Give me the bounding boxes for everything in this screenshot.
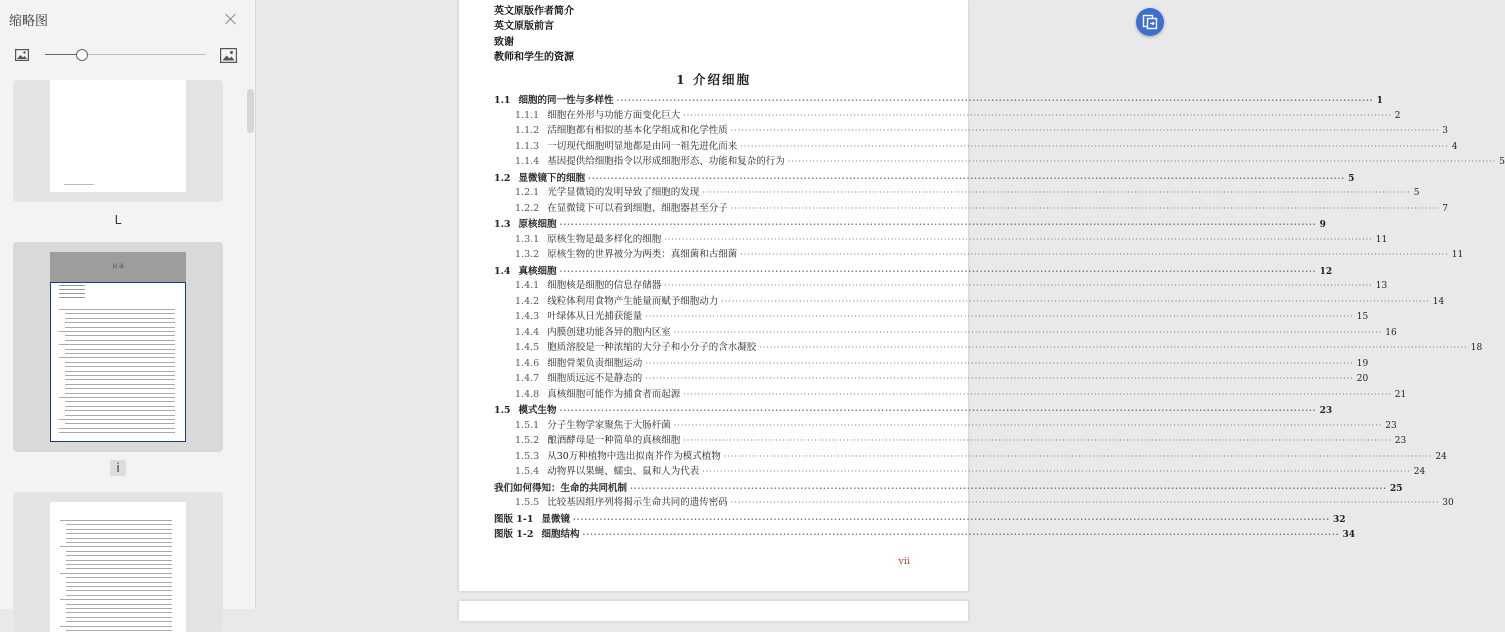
toc-page-number: 7 (1442, 203, 1449, 214)
toc-number: 1.5.1 (515, 419, 540, 431)
thumbnail-text-line (65, 401, 175, 402)
toc-leader-dots: ········································································································································································································ (559, 265, 1317, 276)
toc-page-number: 5 (1499, 157, 1505, 167)
thumbnail-label-2: i (13, 460, 223, 476)
thumbnail-text-line (65, 410, 175, 411)
thumbnail-text-line (59, 432, 175, 433)
toc-entry[interactable] (459, 326, 1397, 340)
toc-entry[interactable] (459, 202, 1449, 216)
thumbnail-sidebar (0, 0, 256, 609)
toc-leader-dots: ········································································································································································································ (559, 405, 1317, 415)
front-matter-item[interactable]: 英文原版作者简介 (494, 6, 574, 17)
thumbnail-text-line (65, 322, 175, 323)
toc-page-number: 12 (1319, 266, 1333, 277)
toc-entry[interactable] (459, 264, 1333, 278)
toc-number: 1.3.2 (515, 249, 540, 260)
thumbnail-card-3[interactable] (13, 492, 223, 632)
toc-entry[interactable] (459, 171, 1355, 185)
toc-number: 1.5.2 (515, 435, 540, 446)
toc-title: 细胞在外形与功能方面变化巨大 (547, 109, 681, 121)
toc-title: 原核生物的世界被分为两类：真细菌和古细菌 (547, 249, 738, 260)
thumbnail-text-line (65, 371, 175, 372)
toc-number: 1.2.2 (515, 202, 540, 214)
toc-leader-dots: ········································································································································································································ (559, 219, 1317, 229)
thumbnail-text-line (59, 357, 175, 358)
toc-number: 1.5.5 (515, 497, 540, 508)
toc-entry[interactable] (459, 403, 1333, 417)
thumbnail-text-line (66, 604, 172, 605)
thumbnail-text-line (59, 289, 85, 290)
thumbnail-page-2 (50, 282, 186, 442)
thumbnail-text-line (65, 353, 175, 354)
toc-number: 1.2 (494, 172, 511, 184)
toc-number: 1.3 (494, 219, 511, 230)
toc-title: 线粒体利用食物产生能量而赋予细胞动力 (547, 295, 719, 307)
toc-title: 模式生物 (518, 405, 557, 416)
toc-leader-dots: ········································································································································································································ (645, 374, 1354, 383)
thumbnail-page-header: 目 录 (50, 252, 186, 282)
toc-number: 图版 1-2 (494, 529, 534, 540)
toc-title: 比较基因组序列将揭示生命共同的遗传密码 (547, 497, 728, 508)
toc-leader-dots: ········································································································································································································ (730, 203, 1440, 213)
toc-title: 在显微镜下可以看到细胞、细胞器甚至分子 (547, 202, 728, 214)
toc-page-number: 30 (1442, 498, 1454, 508)
toc-number: 图版 1-1 (494, 513, 534, 525)
thumbnail-text-line (59, 344, 175, 345)
toc-title: 细胞的同一性与多样性 (518, 95, 614, 106)
toc-leader-dots: ········································································································································································································ (664, 281, 1373, 290)
toc-entry[interactable] (459, 465, 1426, 479)
toc-entry[interactable] (459, 124, 1449, 138)
toc-leader-dots: ········································································································································································································ (730, 126, 1440, 135)
thumbnail-text-line (66, 586, 172, 587)
toc-leader-dots: ········································································································································································································ (664, 234, 1373, 244)
toc-number: 1.3.1 (515, 233, 540, 245)
thumbnail-text-line (66, 551, 172, 552)
toc-title: 细胞核是细胞的信息存储器 (547, 280, 662, 291)
toc-title: 真核细胞 (518, 265, 557, 277)
toc-page-number: 3 (1442, 126, 1449, 136)
toc-title: 叶绿体从日光捕获能量 (547, 311, 643, 322)
sidebar-header (0, 0, 255, 38)
toc-entry[interactable] (459, 155, 1505, 169)
toc-entry[interactable] (459, 140, 1458, 154)
thumbnail-text-line (66, 577, 172, 578)
toc-number: 1.1.4 (515, 156, 540, 167)
toc-leader-dots: ········································································································································································································ (759, 343, 1468, 352)
toc-title: 显微镜下的细胞 (518, 172, 586, 184)
toc-leader-dots: ········································································································································································································ (740, 250, 1449, 259)
toc-page-number: 5 (1413, 188, 1420, 198)
thumbnail-text-line (66, 564, 172, 565)
thumbnail-text-line (59, 428, 175, 429)
toc-title: 从30万种植物中选出拟南芥作为模式植物 (547, 450, 721, 462)
thumbnail-text-line (66, 524, 172, 525)
toc-leader-dots: ········································································································································································································ (740, 141, 1449, 151)
toc-number: 1.1 (494, 95, 511, 106)
toc-leader-dots: ········································································································································································································ (673, 420, 1383, 430)
thumbnail-text-line (59, 293, 85, 294)
thumbnail-text-line (59, 397, 175, 398)
toc-title: 细胞结构 (541, 529, 580, 540)
toc-leader-dots: ········································································································································································································ (787, 157, 1497, 166)
toc-page-number: 19 (1356, 358, 1369, 369)
toc-number: 1.4.5 (515, 342, 540, 353)
thumbnail-text-line (66, 595, 172, 596)
toc-title: 光学显微镜的发明导致了细胞的发现 (547, 187, 700, 198)
image-large-icon[interactable] (220, 48, 237, 63)
toc-leader-dots: ········································································································································································································ (645, 312, 1354, 321)
toc-page-number: 9 (1319, 220, 1326, 230)
toc-leader-dots: ········································································································································································································ (588, 172, 1346, 183)
toc-entry[interactable] (459, 434, 1407, 448)
toc-entry[interactable] (459, 388, 1407, 402)
toc-number: 1.5.3 (515, 450, 540, 462)
toc-page-number: 24 (1435, 451, 1447, 462)
thumbnail-list (0, 80, 244, 609)
thumbnail-text-line (65, 318, 175, 319)
toc-entry[interactable] (459, 109, 1401, 123)
toc-leader-dots: ········································································································································································································ (673, 327, 1383, 337)
thumbnail-text-line (60, 546, 172, 547)
toc-leader-dots: ········································································································································································································ (582, 529, 1340, 539)
toc-title: 胞质溶胶是一种浓缩的大分子和小分子的含水凝胶 (547, 342, 757, 353)
convert-icon (1142, 14, 1158, 30)
toc-entry[interactable] (459, 372, 1369, 386)
toc-number: 1.1.2 (515, 125, 540, 136)
toc-page-number: 24 (1413, 467, 1426, 477)
page-number: vii (898, 556, 910, 567)
thumbnail-text-line (66, 582, 172, 583)
toc-title: 酿酒酵母是一种简单的真核细胞 (547, 435, 681, 446)
thumbnail-text-line (66, 590, 172, 591)
thumbnail-text-line (60, 573, 172, 574)
toc-page-number: 23 (1394, 436, 1407, 446)
thumbnail-text-line (65, 313, 175, 314)
toc-entry[interactable] (459, 217, 1326, 231)
thumbnail-size-slider[interactable] (45, 48, 206, 62)
toc-page-number: 34 (1342, 530, 1356, 540)
toc-page-number: 13 (1375, 281, 1388, 291)
thumbnail-text-line (65, 340, 175, 341)
thumbnail-card-1[interactable] (13, 80, 223, 202)
document-page (459, 0, 1505, 591)
thumbnail-text-line (59, 331, 175, 332)
toc-number: 1.1.3 (515, 140, 540, 152)
toc-title: 原核细胞 (518, 219, 557, 230)
toc-title: 基因提供给细胞指令以形成细胞形态、功能和复杂的行为 (547, 156, 785, 167)
thumbnail-text-line (66, 621, 172, 622)
toc-title: 显微镜 (541, 513, 570, 525)
toc-number: 1.5.4 (515, 466, 540, 477)
toc-page-number: 32 (1333, 514, 1346, 525)
toc-entry[interactable] (459, 93, 1383, 107)
toc-page-number: 11 (1375, 234, 1388, 245)
thumbnail-text-line (66, 630, 172, 631)
toc-page-number: 5 (1348, 173, 1355, 184)
thumbnail-text-line (65, 335, 175, 336)
thumbnail-text-line (66, 542, 172, 543)
toc-entry[interactable] (459, 481, 1403, 495)
thumbnail-text-line (60, 626, 172, 627)
toc-title: 真核细胞可能作为捕食者而起源 (547, 388, 681, 400)
toc-number: 1.4.3 (515, 311, 540, 322)
thumbnail-text-line (66, 555, 172, 556)
thumbnail-text-line (66, 617, 172, 618)
toc-title: 活细胞都有相似的基本化学组成和化学性质 (547, 125, 728, 136)
next-page (459, 601, 968, 621)
toc-entry[interactable] (459, 186, 1420, 200)
toc-page-number: 18 (1470, 343, 1483, 353)
thumbnail-text-line (66, 529, 172, 530)
toc-entry[interactable] (459, 279, 1388, 293)
toc-page-number: 23 (1385, 420, 1397, 431)
slider-knob[interactable] (76, 49, 88, 61)
toc-number: 1.4.6 (515, 357, 540, 369)
thumbnail-text-line (59, 419, 175, 420)
toc-leader-dots: ········································································································································································································ (702, 467, 1411, 476)
front-matter-item[interactable]: 致谢 (494, 37, 514, 48)
thumbnail-text-line (66, 568, 172, 569)
toc-number: 1.4.1 (515, 280, 540, 291)
thumbnail-text-line (65, 327, 175, 328)
toc-leader-dots: ········································································································································································································ (683, 436, 1392, 445)
toc-leader-dots: ········································································································································································································ (721, 296, 1430, 306)
toc-entry[interactable] (459, 496, 1454, 510)
front-matter-item[interactable]: 教师和学生的资源 (494, 52, 574, 63)
toc-leader-dots: ········································································································································································································ (573, 513, 1331, 524)
toc-entry[interactable] (459, 357, 1369, 371)
thumbnail-text-line (65, 375, 175, 376)
thumbnail-text-line (66, 533, 172, 534)
toc-leader-dots: ········································································································································································································ (616, 95, 1374, 105)
thumbnail-text-line (65, 415, 175, 416)
thumbnail-text-line (65, 349, 175, 350)
toc-leader-dots: ········································································································································································································ (723, 451, 1433, 461)
toc-page-number: 20 (1356, 374, 1369, 384)
toc-title: 内膜创建功能各异的胞内区室 (547, 326, 671, 338)
thumbnail-text-line (65, 406, 175, 407)
toc-title: 细胞质远远不是静态的 (547, 373, 643, 384)
toc-title: 分子生物学家聚焦于大肠杆菌 (547, 419, 671, 431)
toc-page-number: 1 (1376, 96, 1383, 106)
thumbnail-page-3 (50, 502, 186, 632)
toc-page-number: 2 (1394, 110, 1401, 121)
thumbnail-text-line (66, 612, 172, 613)
thumbnail-text-line (59, 297, 85, 298)
thumbnail-text-line (59, 285, 85, 286)
toc-page-number: 15 (1356, 312, 1369, 322)
toc-page-number: 23 (1319, 406, 1333, 416)
toc-title: 一切现代细胞明显地都是由同一祖先进化而来 (547, 140, 738, 152)
toc-number: 1.4.2 (515, 295, 540, 307)
toc-page-number: 4 (1451, 141, 1458, 152)
toc-entry[interactable] (459, 233, 1388, 247)
thumbnail-text-line (65, 384, 175, 385)
toc-number: 1.5 (494, 405, 511, 416)
thumbnail-card-2[interactable] (13, 242, 223, 452)
toc-leader-dots: ········································································································································································································ (702, 188, 1411, 197)
chapter-title: 1 介绍细胞 (675, 72, 752, 87)
thumbnail-page-1 (50, 80, 186, 192)
toc-page-number: 14 (1432, 296, 1445, 307)
toc-leader-dots: ········································································································································································································ (630, 482, 1388, 493)
sidebar-title: 缩略图 (9, 13, 49, 29)
thumbnail-text-line (65, 393, 175, 394)
toc-page-number: 11 (1451, 250, 1464, 260)
toc-leader-dots: ········································································································································································································ (683, 110, 1392, 120)
toc-leader-dots: ········································································································································································································ (730, 498, 1440, 507)
image-small-icon[interactable] (15, 49, 29, 61)
toc-number: 1.1.1 (515, 109, 540, 121)
thumbnail-text-line (66, 560, 172, 561)
thumbnail-text-line (65, 423, 175, 424)
thumbnail-label-1: L (114, 213, 122, 227)
thumbnail-text-line (66, 538, 172, 539)
thumbnail-text-line (60, 520, 172, 521)
toc-entry[interactable] (459, 450, 1447, 464)
thumbnail-text-line (65, 379, 175, 380)
toc-number: 1.2.1 (515, 187, 540, 198)
toc-entry[interactable] (459, 295, 1445, 309)
toc-page-number: 25 (1390, 483, 1403, 494)
toc-title: 我们如何得知：生命的共同机制 (494, 482, 628, 494)
toc-title: 细胞骨架负责细胞运动 (547, 357, 643, 369)
toc-number: 1.4.7 (515, 373, 540, 384)
toc-page-number: 16 (1385, 327, 1397, 338)
toc-title: 原核生物是最多样化的细胞 (547, 233, 662, 245)
thumbnail-text-line (65, 366, 175, 367)
thumbnail-text-line (65, 362, 175, 363)
thumbnail-text-line (60, 599, 172, 600)
front-matter-item[interactable]: 英文原版前言 (494, 21, 554, 32)
thumbnail-text-line (59, 309, 175, 310)
toc-number: 1.4.4 (515, 326, 540, 338)
toc-leader-dots: ········································································································································································································ (645, 358, 1354, 368)
sidebar-scrollbar[interactable] (247, 89, 254, 133)
toc-entry[interactable] (459, 512, 1346, 526)
thumbnail-text-line (65, 388, 175, 389)
toc-entry[interactable] (459, 419, 1397, 433)
thumbnail-text-line (66, 608, 172, 609)
toc-number: 1.4 (494, 265, 511, 277)
close-icon[interactable] (223, 11, 239, 27)
toc-entry[interactable] (459, 527, 1356, 541)
floating-tool-button[interactable] (1136, 8, 1164, 36)
toc-page-number: 21 (1394, 389, 1407, 400)
toc-title: 动物界以果蝇、蠕虫、鼠和人为代表 (547, 466, 700, 477)
toc-entry[interactable] (459, 341, 1483, 355)
toc-entry[interactable] (459, 310, 1369, 324)
toc-number: 1.4.8 (515, 388, 540, 400)
toc-leader-dots: ········································································································································································································ (683, 389, 1392, 399)
toc-entry[interactable] (459, 248, 1464, 262)
thumbnail-zoom-row (0, 38, 255, 72)
